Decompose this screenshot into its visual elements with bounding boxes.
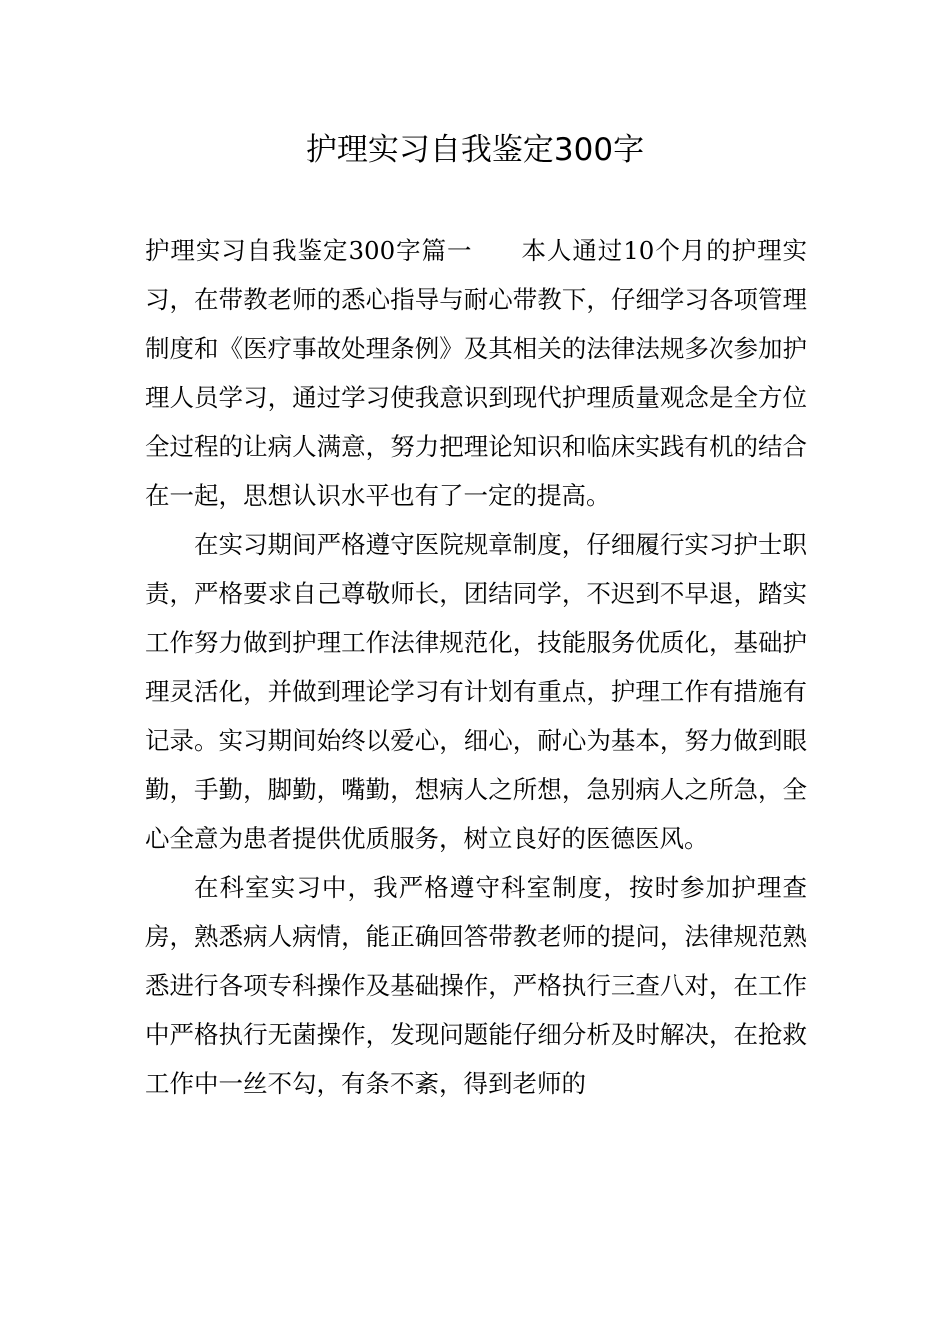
document-body <box>145 226 807 1108</box>
paragraph-1 <box>145 226 807 520</box>
section-heading: 护理实习自我鉴定300字篇一 <box>145 236 473 265</box>
paragraph-1-text: 本人通过10个月的护理实习，在带教老师的悉心指导与耐心带教下，仔细学习各项管理制度和《医疗事故处理条例》及其相关的法律法规多次参加护理人员学习，通过学习使我意识到现代护理质量观念是全方位全过程的让病人满意，努力把理论知识和临床实践有机的结合在一起，思想认识水平也有了一定的提高。 <box>145 236 807 510</box>
paragraph-3: 在科室实习中，我严格遵守科室制度，按时参加护理查房，熟悉病人病情，能正确回答带教老师的提问，法律规范熟悉进行各项专科操作及基础操作，严格执行三查八对，在工作中严格执行无菌操作，发现问题能仔细分析及时解决，在抢救工作中一丝不勾，有条不紊，得到老师的 <box>145 873 807 1098</box>
document-title: 护理实习自我鉴定300字 <box>305 132 645 168</box>
paragraph-2: 在实习期间严格遵守医院规章制度，仔细履行实习护士职责，严格要求自己尊敬师长，团结同学，不迟到不早退，踏实工作努力做到护理工作法律规范化，技能服务优质化，基础护理灵活化，并做到理论学习有计划有重点，护理工作有措施有记录。实习期间始终以爱心，细心，耐心为基本，努力做到眼勤，手勤，脚勤，嘴勤，想病人之所想，急别病人之所急，全心全意为患者提供优质服务，树立良好的医德医风。 <box>145 530 807 853</box>
